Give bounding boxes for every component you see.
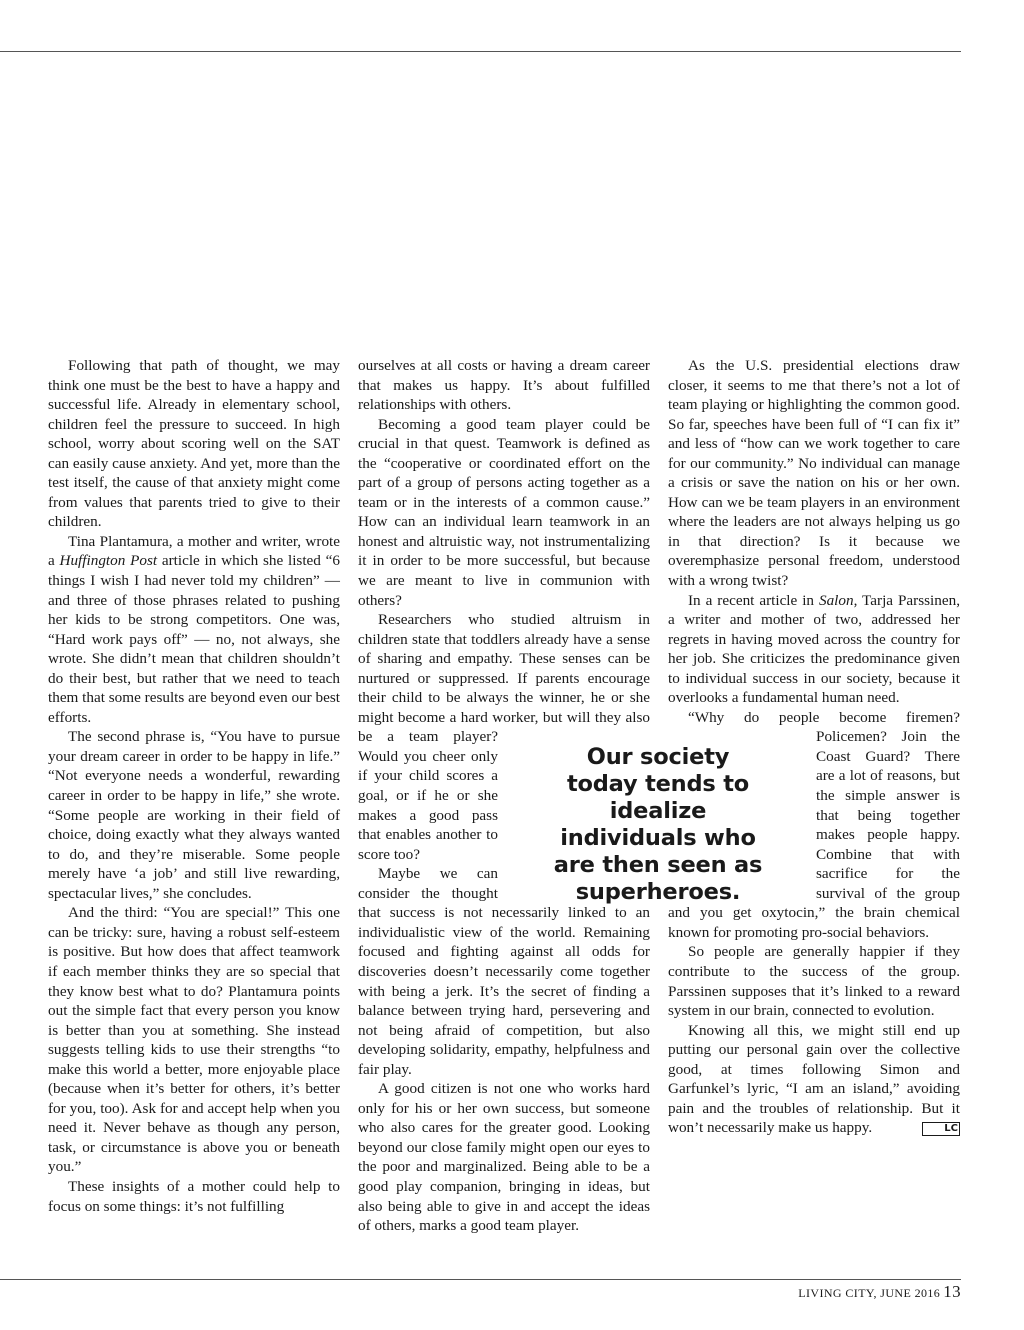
top-rule [0,51,961,52]
article-column-1 [48,356,340,1216]
paragraph: Researchers who studied altruism in children state that toddlers already have a sense of sharing and empathy. These senses can be nurtured or suppressed. If parents encourage their child to be always the winner, he or she might become a hard worker, but will they also be a team player? Would you cheer only if your child scores a goal, or if he or she makes a good pass that enables another to score too? [358,610,650,864]
paragraph: Tina Plantamura, a mother and writer, wrote a Huffington Post article in which she listed “6 things I wish I had never told my children” — and three of those phrases related to pushing her kids to be strong competitors. One was, “Hard work pays off” — no, not always, she wrote. She didn’t mean that children shouldn’t do their best, but rather that we need to teach them that some results are beyond even our best efforts. [48,532,340,726]
paragraph: As the U.S. presidential elections draw closer, it seems to me that there’s not a lot of team playing or highlighting the common good. So far, speeches have been full of “I can fix it” and less of “how can we work together to care for our community.” No individual can manage a crisis or save the nation on his or her own. How can we be team players in an environment where the leaders are not always helping us go in that direction? Is it because we overemphasize personal freedom, understood with a wrong twist? [668,357,960,590]
bottom-rule [0,1279,961,1280]
paragraph: And the third: “You are special!” This one can be tricky: sure, having a robust self-esteem is positive. But how does that affect teamwork if each member thinks they are so special that they know best what to do? Plantamura points out the simple fact that every person you know is better than you at something. She instead suggests telling kids to use their strengths “to make this world a better, more enjoyable place (because when it’s better for others, it’s better for you, too). Ask for and accept help when you need it. Never behave as though any person, task, or circumstance is above you or beneath you.” [48,904,340,1176]
page-footer [798,1282,961,1302]
paragraph: Following that path of thought, we may think one must be the best to have a happy and successful life. Already in elementary school, children feel the pressure to succeed. In high school, worry about scoring well on the SAT can easily cause anxiety. And yet, more than the test itself, the cause of that anxiety might come from values that parents tried to give to their children. [48,357,340,531]
publication-title: Huffington Post [59,552,158,570]
end-mark-logo: LC [922,1122,960,1136]
paragraph: “Why do people become firemen? Policemen? Join the Coast Guard? There are a lot of reasons, but the simple answer is that being together makes people happy. Combine that with sacrifice for the survival of the group and you get oxytocin,” the brain chemical known for promoting pro-social behaviors. [668,708,960,941]
publication-title: Salon [818,591,854,609]
page-number: 13 [943,1282,961,1301]
paragraph: These insights of a mother could help to focus on some things: it’s not fulfilling [48,1177,340,1215]
paragraph: A good citizen is not one who works hard only for his or her own success, but someone who also cares for the greater good. Looking beyond our close family might open our eyes to the poor and marginalized. Being able to be a good play companion, bringing in ideas, but also being able to give in and accept the ideas of others, marks a good team player. [358,1080,650,1235]
pull-quote: Our society today tends to idealize individuals who are then seen as superheroes. [553,744,763,905]
paragraph: Knowing all this, we might still end up putting our personal gain over the collective good, at times following Simon and Garfunkel’s lyric, “I am an island,” avoiding pain and the troubles of relationship. But it won’t necessarily make us happy. LC [668,1021,960,1137]
footer-publication: LIVING CITY, JUNE 2016 [798,1286,941,1300]
paragraph: The second phrase is, “You have to pursue your dream career in order to be happy in life.” “Not everyone needs a wonderful, rewarding career in order to be happy in life,” she wrote. “Some people are working in their field of choice, doing exactly what they always wanted to do, and they’re miserable. Some people merely have ‘a job’ and still live rewarding, spectacular lives,” she concludes. [48,728,340,902]
paragraph: ourselves at all costs or having a dream career that makes us happy. It’s about fulfilled relationships with others. [358,357,650,414]
paragraph: So people are generally happier if they contribute to the success of the group. Parssinen supposes that it’s linked to a reward system in our brain, connected to evolution. [668,943,960,1020]
paragraph: Maybe we can consider the thought that success is not necessarily linked to an individualistic view of the world. Remaining focused and fighting against all odds for discoveries doesn’t necessarily come together with being a jerk. It’s the secret of finding a balance between trying hard, persevering and not being afraid of competition, but also developing solidarity, empathy, helpfulness and fair play. [358,865,650,1078]
paragraph: In a recent article in Salon, Tarja Parssinen, a writer and mother of two, addressed her regrets in having moved across the country for her job. She criticizes the predominance given to individual success in our society, because it overlooks a fundamental human need. [668,591,960,707]
paragraph: Becoming a good team player could be crucial in that quest. Teamwork is defined as the “cooperative or coordinated effort on the part of a group of persons acting together as a team or in the interests of a common cause.” How can an individual learn teamwork in an honest and altruistic way, not instrumentalizing it in order to be more successful, but because we are meant to live in communion with others? [358,415,650,609]
